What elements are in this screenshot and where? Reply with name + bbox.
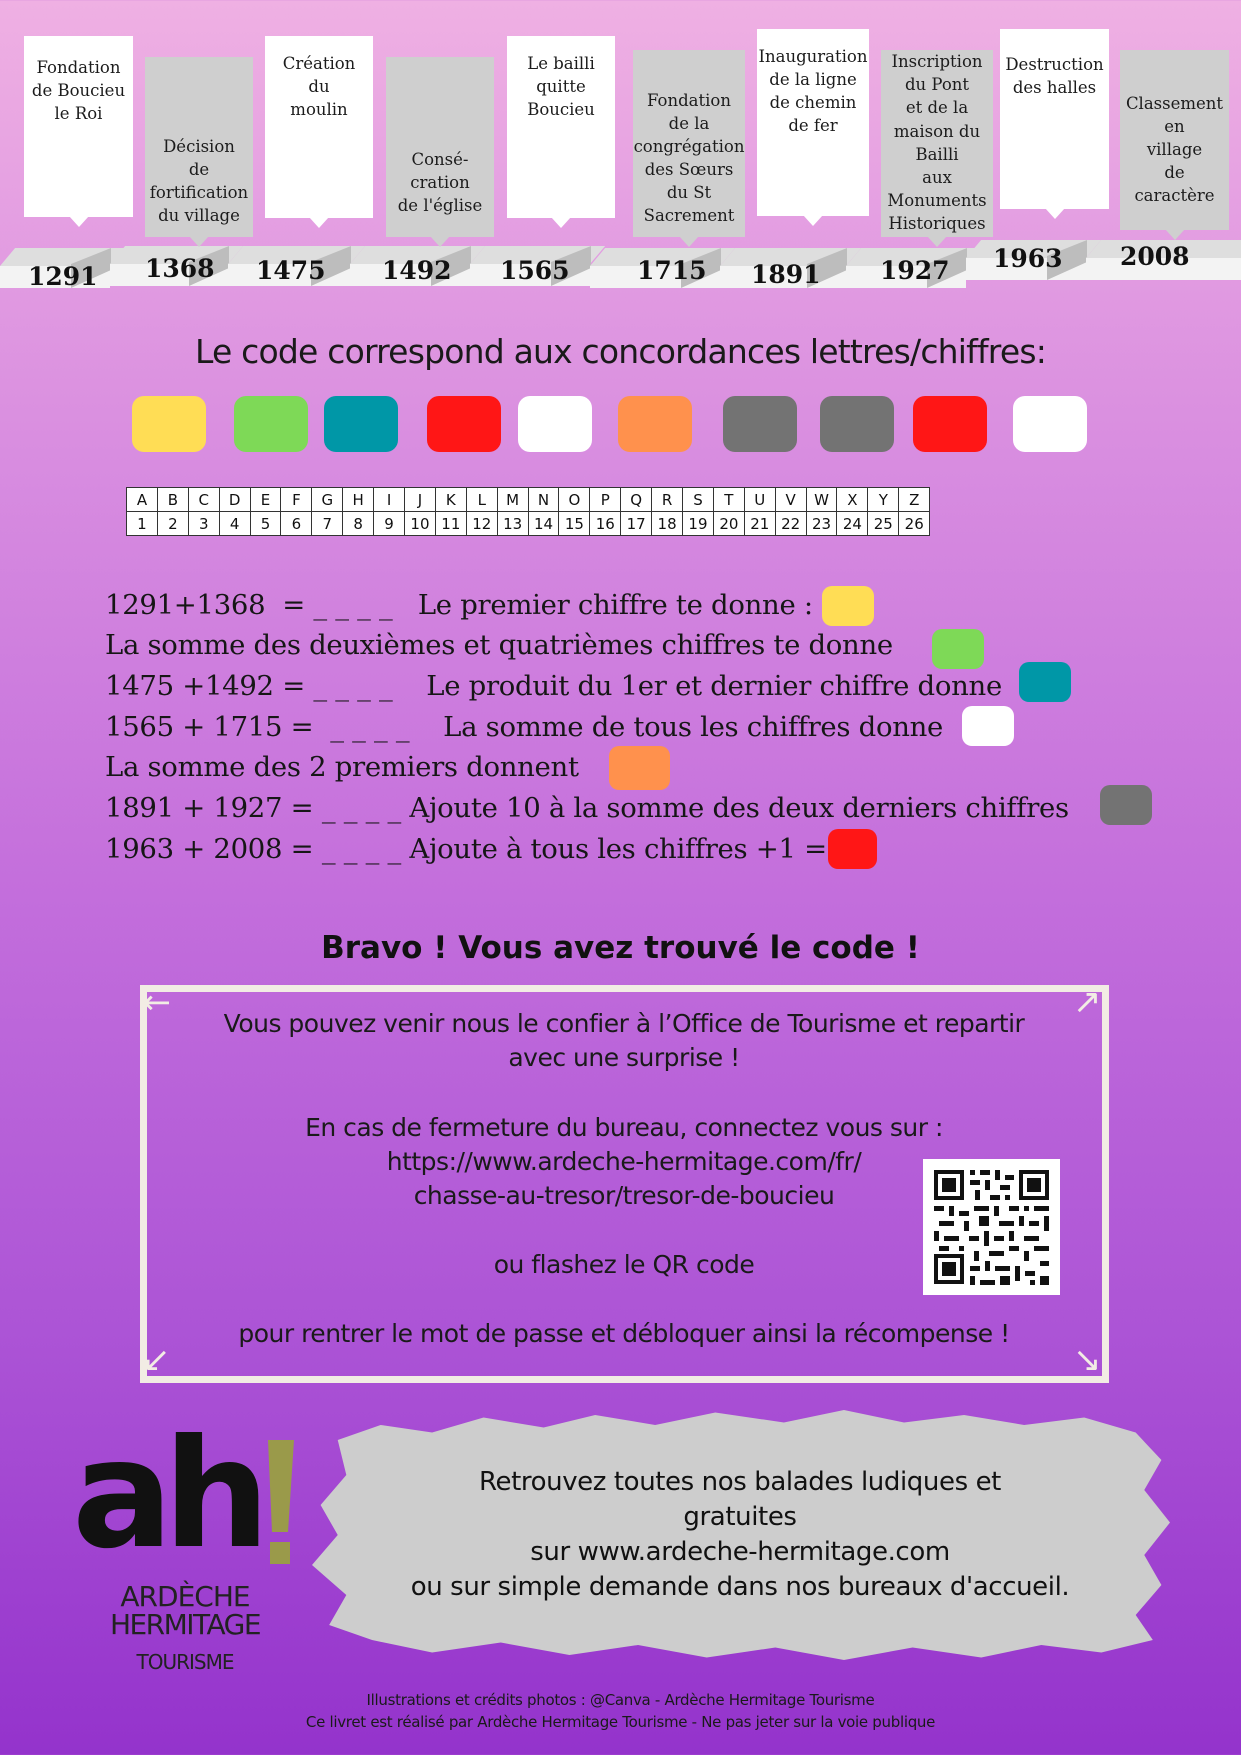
timeline-year: 1715 bbox=[637, 256, 707, 285]
color-swatch bbox=[132, 396, 206, 452]
equation-line: 1891 + 1927 = _ _ _ _ Ajoute 10 à la somme des deux derniers chiffres bbox=[105, 792, 1069, 824]
equation-color-chip bbox=[1100, 785, 1152, 825]
alphabet-table bbox=[126, 487, 930, 536]
alphabet-letter-cell: L bbox=[466, 488, 497, 512]
alphabet-number-cell: 19 bbox=[683, 512, 714, 536]
credits-line: Ce livret est réalisé par Ardèche Hermitage Tourisme - Ne pas jeter sur la voie publique bbox=[305, 1713, 936, 1731]
timeline-event-card bbox=[24, 36, 133, 217]
equation-color-chip bbox=[1019, 662, 1071, 702]
alphabet-letter-cell: W bbox=[806, 488, 837, 512]
alphabet-number-cell: 10 bbox=[405, 512, 436, 536]
alphabet-number-cell: 12 bbox=[466, 512, 497, 536]
alphabet-number-cell: 20 bbox=[713, 512, 744, 536]
timeline-event-card bbox=[757, 29, 869, 216]
promo-text: Retrouvez toutes nos balades ludiques et bbox=[479, 1467, 1001, 1497]
alphabet-letter-cell: R bbox=[652, 488, 683, 512]
event-label: Inauguration de la ligne de chemin de fer bbox=[758, 47, 868, 135]
timeline-year: 1492 bbox=[382, 256, 452, 285]
alphabet-number-cell: 22 bbox=[775, 512, 806, 536]
timeline-year: 1891 bbox=[751, 260, 821, 289]
website-link[interactable]: https://www.ardeche-hermitage.com/fr/ bbox=[386, 1147, 862, 1176]
alphabet-number-cell: 14 bbox=[528, 512, 559, 536]
promo-text: ou sur simple demande dans nos bureaux d'accueil. bbox=[410, 1572, 1070, 1602]
color-swatch bbox=[427, 396, 501, 452]
color-swatch bbox=[820, 396, 894, 452]
alphabet-letter-cell: U bbox=[744, 488, 775, 512]
code-title: Le code correspond aux concordances lettres/chiffres: bbox=[194, 332, 1047, 371]
equation-line: 1565 + 1715 = _ _ _ _ La somme de tous les chiffres donne bbox=[105, 711, 944, 743]
alphabet-number-cell: 17 bbox=[621, 512, 652, 536]
alphabet-numbers-row bbox=[127, 512, 930, 536]
timeline-event-card bbox=[1000, 29, 1109, 209]
event-label: Inscription du Pont et de la maison du Bailli aux Monuments Historiques bbox=[887, 52, 987, 234]
timeline-year: 1475 bbox=[256, 256, 326, 285]
color-swatch bbox=[618, 396, 692, 452]
qr-code[interactable] bbox=[923, 1159, 1060, 1295]
alphabet-letter-cell: Q bbox=[621, 488, 652, 512]
alphabet-letter-cell: Z bbox=[899, 488, 930, 512]
equation-color-chip bbox=[828, 829, 877, 869]
message-text: Vous pouvez venir nous le confier à l’Office de Tourisme et repartir bbox=[223, 1009, 1025, 1038]
alphabet-letter-cell: F bbox=[281, 488, 312, 512]
event-label: Le bailli quitte Boucieu bbox=[527, 54, 595, 119]
equation-color-chip bbox=[962, 706, 1014, 746]
promo-text: sur www.ardeche-hermitage.com bbox=[530, 1537, 950, 1567]
timeline-event-card bbox=[507, 36, 615, 218]
timeline-event-card bbox=[265, 36, 373, 218]
event-label: Classement en village de caractère bbox=[1125, 93, 1224, 205]
color-swatch bbox=[723, 396, 797, 452]
timeline-year: 1368 bbox=[145, 254, 215, 283]
timeline-year: 1291 bbox=[28, 262, 98, 291]
corner-arrow-icon: ↖ bbox=[132, 978, 181, 1027]
timeline-event-card bbox=[145, 57, 253, 237]
timeline-year: 1565 bbox=[500, 256, 570, 285]
corner-arrow-icon: ↙ bbox=[142, 1340, 171, 1380]
alphabet-number-cell: 26 bbox=[899, 512, 930, 536]
equation-line: 1963 + 2008 = _ _ _ _ Ajoute à tous les chiffres +1 = bbox=[105, 833, 827, 865]
alphabet-number-cell: 5 bbox=[250, 512, 281, 536]
logo-text: HERMITAGE bbox=[109, 1608, 261, 1641]
logo-text: TOURISME bbox=[136, 1650, 234, 1674]
alphabet-letter-cell: M bbox=[497, 488, 528, 512]
timeline-event-card bbox=[386, 57, 494, 237]
equation-color-chip bbox=[822, 586, 874, 626]
event-label: Consé- cration de l'église bbox=[397, 150, 483, 215]
timeline-event-card bbox=[881, 50, 993, 237]
alphabet-letter-cell: T bbox=[713, 488, 744, 512]
alphabet-number-cell: 24 bbox=[837, 512, 868, 536]
credits-line: Illustrations et crédits photos : @Canva - Ardèche Hermitage Tourisme bbox=[366, 1691, 875, 1709]
alphabet-number-cell: 21 bbox=[744, 512, 775, 536]
alphabet-letter-cell: O bbox=[559, 488, 590, 512]
brush-background bbox=[312, 1410, 1170, 1660]
qr-code-icon bbox=[923, 1159, 1060, 1295]
color-swatch bbox=[324, 396, 398, 452]
alphabet-number-cell: 1 bbox=[127, 512, 158, 536]
alphabet-number-cell: 18 bbox=[652, 512, 683, 536]
color-swatch bbox=[518, 396, 592, 452]
alphabet-number-cell: 9 bbox=[374, 512, 405, 536]
event-label: Création du moulin bbox=[282, 54, 356, 119]
timeline-year: 1927 bbox=[880, 256, 950, 285]
equation-color-chip bbox=[609, 746, 670, 790]
alphabet-letter-cell: G bbox=[312, 488, 343, 512]
color-swatch bbox=[1013, 396, 1087, 452]
alphabet-number-cell: 11 bbox=[435, 512, 466, 536]
alphabet-number-cell: 25 bbox=[868, 512, 899, 536]
message-text: pour rentrer le mot de passe et débloquer ainsi la récompense ! bbox=[238, 1319, 1010, 1348]
alphabet-letter-cell: B bbox=[157, 488, 188, 512]
event-label: Destruction des halles bbox=[1005, 55, 1104, 97]
alphabet-letter-cell: S bbox=[683, 488, 714, 512]
alphabet-letter-cell: I bbox=[374, 488, 405, 512]
promo-text: gratuites bbox=[683, 1502, 797, 1532]
alphabet-letter-cell: J bbox=[405, 488, 436, 512]
message-text: En cas de fermeture du bureau, connectez vous sur : bbox=[305, 1113, 943, 1142]
alphabet-number-cell: 15 bbox=[559, 512, 590, 536]
alphabet-number-cell: 2 bbox=[157, 512, 188, 536]
color-swatch bbox=[234, 396, 308, 452]
timeline-year: 1963 bbox=[993, 244, 1063, 273]
alphabet-number-cell: 6 bbox=[281, 512, 312, 536]
timeline-year: 2008 bbox=[1120, 242, 1190, 271]
timeline-event-card bbox=[633, 50, 745, 237]
alphabet-number-cell: 13 bbox=[497, 512, 528, 536]
corner-arrow-icon: ↘ bbox=[1073, 1340, 1102, 1380]
alphabet-letter-cell: X bbox=[837, 488, 868, 512]
message-text: ou flashez le QR code bbox=[493, 1250, 755, 1279]
event-label: Fondation de Boucieu le Roi bbox=[31, 58, 126, 123]
alphabet-number-cell: 8 bbox=[343, 512, 374, 536]
alphabet-letter-cell: Y bbox=[868, 488, 899, 512]
alphabet-letter-cell: D bbox=[219, 488, 250, 512]
event-label: Fondation de la congrégation des Sœurs du St Sacrement bbox=[633, 91, 745, 225]
alphabet-number-cell: 7 bbox=[312, 512, 343, 536]
equation-line: La somme des 2 premiers donnent bbox=[105, 751, 579, 783]
alphabet-number-cell: 16 bbox=[590, 512, 621, 536]
bravo-heading: Bravo ! Vous avez trouvé le code ! bbox=[321, 930, 920, 966]
logo-mark: ah bbox=[72, 1408, 261, 1582]
timeline-event-card bbox=[1120, 50, 1229, 230]
logo-text: ARDÈCHE bbox=[120, 1580, 250, 1613]
equation-color-chip bbox=[932, 629, 984, 669]
alphabet-number-cell: 4 bbox=[219, 512, 250, 536]
alphabet-letter-cell: C bbox=[188, 488, 219, 512]
logo-exclamation-icon bbox=[262, 1440, 294, 1566]
alphabet-letter-cell: N bbox=[528, 488, 559, 512]
alphabet-letter-cell: E bbox=[250, 488, 281, 512]
equation-line: 1291+1368 = _ _ _ _ Le premier chiffre te donne : bbox=[105, 589, 813, 621]
event-label: Décision de fortification du village bbox=[149, 137, 249, 225]
alphabet-letter-cell: A bbox=[127, 488, 158, 512]
equation-line: La somme des deuxièmes et quatrièmes chiffres te donne bbox=[105, 629, 893, 661]
alphabet-number-cell: 3 bbox=[188, 512, 219, 536]
website-link[interactable]: chasse-au-tresor/tresor-de-boucieu bbox=[413, 1181, 835, 1210]
alphabet-number-cell: 23 bbox=[806, 512, 837, 536]
alphabet-letters-row bbox=[127, 488, 930, 512]
color-swatch bbox=[913, 396, 987, 452]
message-text: avec une surprise ! bbox=[508, 1043, 740, 1072]
alphabet-letter-cell: H bbox=[343, 488, 374, 512]
alphabet-letter-cell: P bbox=[590, 488, 621, 512]
alphabet-letter-cell: V bbox=[775, 488, 806, 512]
equation-line: 1475 +1492 = _ _ _ _ Le produit du 1er et dernier chiffre donne bbox=[105, 670, 1002, 702]
corner-arrow-icon: ↗ bbox=[1073, 982, 1102, 1022]
alphabet-letter-cell: K bbox=[435, 488, 466, 512]
